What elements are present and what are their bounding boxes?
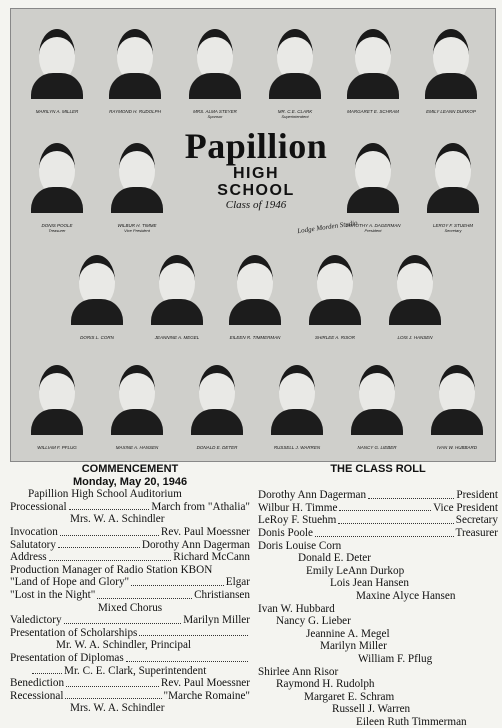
program-line xyxy=(10,539,250,552)
leader-dots xyxy=(64,614,182,624)
school-title xyxy=(171,127,341,212)
portrait xyxy=(307,249,363,340)
program-label: "Land of Hope and Glory" xyxy=(10,576,130,589)
portrait-caption xyxy=(135,335,219,340)
program-line xyxy=(10,614,250,627)
officer-name: LeRoy F. Stuehm xyxy=(258,514,337,527)
program-value: Mr. C. E. Clark, Superintendent xyxy=(64,664,207,677)
program-line xyxy=(10,501,250,514)
portrait-caption xyxy=(93,109,177,114)
school-name: Papillion xyxy=(184,126,328,166)
portrait-role: Vice President xyxy=(124,228,150,233)
portrait-name: MARILYN A. MILLER xyxy=(35,109,79,114)
member-name: Margaret E. Schram xyxy=(304,690,395,703)
portrait-shoulders xyxy=(151,299,203,325)
portrait-role: Sponsor xyxy=(207,114,223,119)
portrait-name: DONIS POOLE xyxy=(41,223,73,228)
portrait-caption xyxy=(335,445,419,450)
portrait-shoulders xyxy=(269,73,321,99)
leader-dots xyxy=(339,502,431,512)
portrait-shoulders xyxy=(351,409,403,435)
member-name: Marilyn Miller xyxy=(320,640,387,653)
program-line xyxy=(10,589,250,602)
title-high: HIGH xyxy=(233,165,279,182)
portrait xyxy=(387,249,443,340)
leader-dots xyxy=(97,589,192,599)
program-detail: Mixed Chorus xyxy=(97,601,163,614)
portrait-caption xyxy=(15,445,99,450)
portrait-caption xyxy=(55,335,139,340)
portrait-shoulders xyxy=(347,187,399,213)
officer-title: Treasurer xyxy=(455,526,498,539)
program-label: Presentation of Scholarships xyxy=(10,626,138,639)
officer-line xyxy=(258,514,498,527)
portrait-caption xyxy=(331,109,415,114)
portrait-shoulders xyxy=(309,299,361,325)
program-label: Benediction xyxy=(10,677,65,690)
portrait-name: RUSSELL J. WARREN xyxy=(273,445,321,450)
portrait-caption xyxy=(15,223,99,233)
portrait xyxy=(107,23,163,114)
commencement-program xyxy=(10,463,250,715)
officer-title: Vice President xyxy=(433,501,498,514)
portrait-name: IVAN W. HUBBARD xyxy=(436,445,478,450)
portrait xyxy=(29,23,85,114)
program-label: Invocation xyxy=(10,525,58,538)
leader-dots xyxy=(69,501,150,511)
portrait-shoulders xyxy=(229,299,281,325)
portrait xyxy=(29,137,85,233)
portrait-name: DORIS L. CORN xyxy=(80,335,114,340)
officer-line xyxy=(258,502,498,515)
portrait-shoulders xyxy=(111,409,163,435)
portrait-caption xyxy=(253,109,337,119)
portrait xyxy=(345,137,401,233)
program-detail: Mrs. W. A. Schindler xyxy=(70,513,165,526)
program-value: Rev. Paul Moessner xyxy=(160,525,250,538)
portrait xyxy=(109,359,165,450)
program-value: March from "Athalia" xyxy=(151,500,250,513)
portrait-role: Secretary xyxy=(444,228,462,233)
portrait xyxy=(149,249,205,340)
portrait-name: JEANNINE A. MEGEL xyxy=(154,335,200,340)
portrait-role: President xyxy=(364,228,382,233)
member-name: William F. Pflug xyxy=(358,652,433,665)
program-line xyxy=(10,677,250,690)
portrait-caption xyxy=(255,445,339,450)
portrait-role: Treasurer xyxy=(48,228,66,233)
portrait-shoulders xyxy=(271,409,323,435)
program-label: Address xyxy=(10,551,47,564)
member-name: Donald E. Deter xyxy=(298,552,372,565)
portrait-shoulders xyxy=(111,187,163,213)
portrait-shoulders xyxy=(31,409,83,435)
officer-title: President xyxy=(456,489,498,502)
portrait-shoulders xyxy=(31,187,83,213)
portrait-shoulders xyxy=(425,73,477,99)
program-label: Valedictory xyxy=(10,614,62,627)
portrait xyxy=(269,359,325,450)
portrait-name: LOIS J. HANSEN xyxy=(397,335,433,340)
leader-dots xyxy=(368,489,454,499)
portrait-name: EILEEN R. TIMMERMAN xyxy=(229,335,281,340)
portrait-caption xyxy=(213,335,297,340)
portrait-shoulders xyxy=(347,73,399,99)
portrait xyxy=(429,359,485,450)
member-name: Jeannine A. Megel xyxy=(306,627,390,640)
portrait-caption xyxy=(409,109,493,114)
portrait-shoulders xyxy=(109,73,161,99)
portrait-caption xyxy=(15,109,99,114)
portrait xyxy=(345,23,401,114)
member-name: Nancy G. Lieber xyxy=(276,615,351,628)
member-name: Emily LeAnn Durkop xyxy=(306,564,405,577)
program-detail: Mr. W. A. Schindler, Principal xyxy=(56,639,192,652)
program-line xyxy=(10,690,250,703)
portrait-shoulders xyxy=(389,299,441,325)
member-name: Eileen Ruth Timmerman xyxy=(356,715,467,728)
program-label: "Lost in the Night" xyxy=(10,588,96,601)
portrait-shoulders xyxy=(71,299,123,325)
program-line xyxy=(10,551,250,564)
portrait-name: EMILY LEANN DURKOP xyxy=(426,109,476,114)
leader-dots xyxy=(315,527,454,537)
leader-dots xyxy=(126,652,248,662)
portrait xyxy=(425,137,481,233)
title-school: SCHOOL xyxy=(217,182,295,199)
studio-signature: Lodge Morden Studio xyxy=(296,218,359,236)
portrait xyxy=(109,137,165,233)
leader-dots xyxy=(58,539,140,549)
portrait-caption xyxy=(293,335,377,340)
portrait xyxy=(29,359,85,450)
leader-dots xyxy=(139,627,248,637)
portrait-name: SHIRLEE A. RISOR xyxy=(314,335,356,340)
member-name: Shirlee Ann Risor xyxy=(258,665,339,678)
commencement-heading: COMMENCEMENT xyxy=(81,463,179,475)
program-value: Elgar xyxy=(225,576,250,589)
member-name: Ivan W. Hubbard xyxy=(258,602,335,615)
commencement-date: Monday, May 20, 1946 xyxy=(72,475,188,488)
program-label: Processional xyxy=(10,500,67,513)
portrait-caption xyxy=(175,445,259,450)
class-roll-heading: THE CLASS ROLL xyxy=(330,463,426,475)
member-name: Russell J. Warren xyxy=(332,703,411,716)
program-value: "Marche Romaine" xyxy=(163,689,250,702)
portrait-shoulders xyxy=(427,187,479,213)
portrait-name: DOROTHY A. DAGERMAN xyxy=(345,223,401,228)
portrait-name: WILBUR H. TIMME xyxy=(117,223,157,228)
program-label: Presentation of Diplomas xyxy=(10,651,124,664)
portrait xyxy=(69,249,125,340)
leader-dots xyxy=(66,677,159,687)
officer-title: Secretary xyxy=(455,514,498,527)
portrait xyxy=(227,249,283,340)
portrait xyxy=(189,359,245,450)
officer-name: Wilbur H. Timme xyxy=(258,501,338,514)
program-value: Christiansen xyxy=(194,588,250,601)
class-photo-composite xyxy=(10,8,496,462)
officer-line xyxy=(258,527,498,540)
program-value: Marilyn Miller xyxy=(183,614,250,627)
program-line xyxy=(10,526,250,539)
portrait xyxy=(349,359,405,450)
class-year: Class of 1946 xyxy=(225,199,287,211)
officer-name: Dorothy Ann Dagerman xyxy=(258,489,367,502)
portrait-name: WILLIAM F. PFLUG xyxy=(37,445,77,450)
program-label: Salutatory xyxy=(10,538,56,551)
portrait-shoulders xyxy=(431,409,483,435)
leader-dots xyxy=(60,526,159,536)
portrait-caption xyxy=(411,223,495,233)
portrait xyxy=(267,23,323,119)
program-line xyxy=(10,652,250,665)
program-value: Richard McCann xyxy=(173,551,250,564)
portrait-caption xyxy=(173,109,257,119)
program-line xyxy=(10,627,250,640)
portrait-caption xyxy=(415,445,496,450)
program-line xyxy=(10,576,250,589)
leader-dots xyxy=(32,665,62,675)
portrait-name: MAXINE A. HANSEN xyxy=(115,445,159,450)
portrait-shoulders xyxy=(31,73,83,99)
program-value: Dorothy Ann Dagerman xyxy=(141,538,250,551)
portrait-name: LEROY F. STUEHM xyxy=(432,223,474,228)
portrait-name: RAYMOND H. RUDOLPH xyxy=(109,109,161,114)
member-name: Raymond H. Rudolph xyxy=(276,678,375,691)
portrait-name: DONALD E. DETER xyxy=(196,445,238,450)
leader-dots xyxy=(131,576,224,586)
program-label: Recessional xyxy=(10,689,64,702)
portrait-name: MRS. ALMA STEYER xyxy=(193,109,237,114)
portrait-caption xyxy=(373,335,457,340)
portrait-shoulders xyxy=(191,409,243,435)
member-name: Doris Louise Corn xyxy=(258,539,342,552)
portrait-name: MR. C.E. CLARK xyxy=(277,109,313,114)
portrait-shoulders xyxy=(189,73,241,99)
portrait-caption xyxy=(95,223,179,233)
portrait-role: Superintendent xyxy=(281,114,309,119)
portrait-name: NANCY G. LIEBER xyxy=(357,445,397,450)
officer-name: Donis Poole xyxy=(258,526,314,539)
leader-dots xyxy=(49,551,172,561)
leader-dots xyxy=(338,514,453,524)
portrait xyxy=(187,23,243,119)
program-detail: Production Manager of Radio Station KBON xyxy=(10,563,213,576)
program-line xyxy=(10,665,250,678)
program-value: Rev. Paul Moessner xyxy=(160,677,250,690)
portrait-caption xyxy=(95,445,179,450)
leader-dots xyxy=(65,690,161,700)
portrait xyxy=(423,23,479,114)
class-roll xyxy=(258,463,498,728)
member-name: Maxine Alyce Hansen xyxy=(356,589,456,602)
portrait-name: MARGARET E. SCHRAM xyxy=(347,109,399,114)
officer-line xyxy=(258,489,498,502)
commencement-place: Papillion High School Auditorium xyxy=(28,488,182,501)
program-detail: Mrs. W. A. Schindler xyxy=(70,702,165,715)
member-name: Lois Jean Hansen xyxy=(330,577,409,590)
